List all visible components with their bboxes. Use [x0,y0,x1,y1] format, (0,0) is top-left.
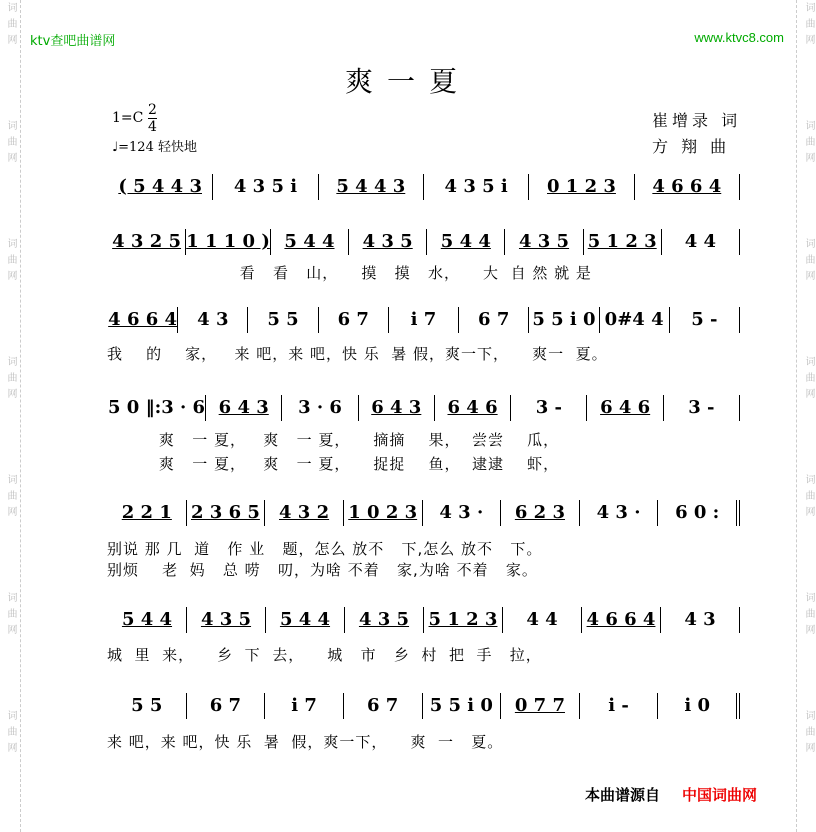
measure: 2 2 1 [108,500,187,526]
lyrics-line: 爽 一 夏， 爽 一 夏， 捉捉 鱼， 逮逮 虾， [107,455,560,473]
measure: 4 3 · [580,500,659,526]
measure: 4 4 [503,607,582,633]
measure: 5 5 [248,307,318,333]
measure: 5 4 4 [108,607,187,633]
measure: 6 4 6 [587,395,663,421]
source-site-link[interactable]: 中国词曲网 [682,786,758,804]
measure: ( 5 4 4 3 [108,174,213,200]
watermark-text: 词曲网 [803,710,814,758]
measure: 4 6 6 4 [108,307,178,333]
measure: 6 7 [319,307,389,333]
watermark-text: 词曲网 [5,356,16,404]
watermark-text: 词曲网 [5,2,16,50]
staff-system [108,500,740,526]
watermark-text: 词曲网 [5,592,16,640]
measure: 3 - [664,395,740,421]
watermark-text: 词曲网 [5,474,16,522]
measure: i 7 [389,307,459,333]
measure: 4 3 2 [265,500,344,526]
measure: 4 3 5 [187,607,266,633]
watermark-text: 词曲网 [5,710,16,758]
watermark-text: 词曲网 [5,238,16,286]
measure: 6 7 [187,693,266,719]
staff-system [108,395,740,421]
lyrics-line: 看 看 山， 摸 摸 水， 大 自 然 就 是 [107,264,592,282]
watermark-text: 词曲网 [803,356,814,404]
credits [652,108,741,160]
measure: 5 5 i 0 [423,693,502,719]
measure: 3 - [511,395,587,421]
measure: 6 4 6 [435,395,511,421]
staff-system [108,693,740,719]
lyrics-line: 城 里 来， 乡 下 去， 城 市 乡 村 把 手 拉， [107,646,542,664]
key-signature: 1=C [112,110,144,126]
measure: 5 4 4 [266,607,345,633]
measure: 0 7 7 [501,693,580,719]
measure: 3 · 6 [282,395,358,421]
measure: 4 3 · [423,500,502,526]
left-margin-border [20,0,21,832]
measure: i 7 [265,693,344,719]
measure: 4 6 6 4 [635,174,740,200]
measure: i 0 [658,693,740,719]
site-url-right[interactable]: www.ktvc8.com [694,30,784,45]
measure: 4 3 5 [505,229,583,255]
source-label: 本曲谱源自 [585,786,661,804]
measure: 4 4 [662,229,740,255]
measure: 4 3 [661,607,740,633]
lyrics-line: 别说 那 几 道 作 业 题，怎么 放不 下,怎么 放不 下。 [107,540,543,558]
measure: 5 1 2 3 [584,229,662,255]
lyrics-line: 爽 一 夏， 爽 一 夏， 摘摘 果， 尝尝 瓜， [107,431,560,449]
tempo-marking: ♩=124 轻快地 [112,140,197,155]
measure: 5 - [670,307,740,333]
measure: 0 1 2 3 [529,174,634,200]
watermark-text: 词曲网 [5,120,16,168]
measure: 4 3 5 [349,229,427,255]
measure: 5 4 4 [427,229,505,255]
lyrics-line: 别烦 老 妈 总 唠 叨，为啥 不着 家,为啥 不着 家。 [107,561,538,579]
measure: 6 2 3 [501,500,580,526]
measure: 5 0 ‖:3 · 6 [108,395,206,421]
song-title: 爽一夏 [344,65,471,98]
measure: 6 4 3 [359,395,435,421]
watermark-text: 词曲网 [803,592,814,640]
watermark-text: 词曲网 [803,474,814,522]
measure: 6 7 [459,307,529,333]
lyricist: 崔增录 词 [652,111,742,130]
staff-system [108,607,740,633]
watermark-text: 词曲网 [803,2,814,50]
measure: 6 7 [344,693,423,719]
measure: 4 6 6 4 [582,607,661,633]
measure: 0#4 4 [600,307,670,333]
staff-system [108,307,740,333]
time-top: 2 [148,102,157,118]
time-bottom: 4 [148,119,157,135]
staff-system [108,174,740,200]
measure: 4 3 5 [345,607,424,633]
composer: 方 翔 曲 [652,137,731,156]
site-brand-left[interactable]: ktv查吧曲谱网 [30,34,116,49]
measure: 4 3 5 i [424,174,529,200]
measure: 4 3 [178,307,248,333]
watermark-text: 词曲网 [803,238,814,286]
lyrics-line: 我 的 家， 来 吧，来 吧，快 乐 暑 假，爽一下， 爽一 夏。 [107,345,608,363]
measure: 5 5 [108,693,187,719]
measure: 4 3 2 5 [108,229,186,255]
measure: 1 0 2 3 [344,500,423,526]
lyrics-line: 来 吧，来 吧，快 乐 暑 假，爽一下， 爽 一 夏。 [107,733,504,751]
source-footer [585,784,757,805]
watermark-text: 词曲网 [803,120,814,168]
measure: i - [580,693,659,719]
measure: 5 4 4 [271,229,349,255]
measure: 5 4 4 3 [319,174,424,200]
measure: 5 1 2 3 [424,607,503,633]
staff-system [108,229,740,255]
measure: 2 3 6 5 [187,500,266,526]
time-signature [148,102,157,135]
measure: 6 0 : [658,500,740,526]
measure: 1 1 1 0 ) [186,229,271,255]
measure: 6 4 3 [206,395,282,421]
measure: 4 3 5 i [213,174,318,200]
measure: 5 5 i 0 [529,307,599,333]
